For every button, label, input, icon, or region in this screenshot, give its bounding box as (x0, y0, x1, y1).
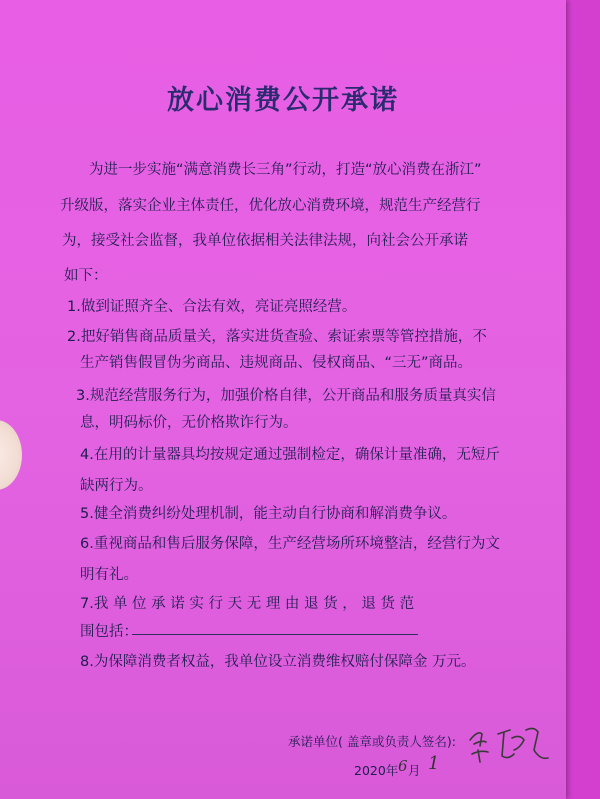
background-paper-edge (560, 0, 600, 799)
commitment-item: 生产销售假冒伪劣商品、违规商品、侵权商品、“三无”商品。 (80, 355, 473, 371)
commitment-item: 明有礼。 (80, 567, 138, 583)
commitment-item: 缺两行为。 (80, 478, 153, 494)
commitment-item: 2.把好销售商品质量关，落实进货查验、索证索票等管控措施，不 (67, 329, 487, 345)
commitment-item: 3.规范经营服务行为，加强价格自律，公开商品和服务质量真实信 (76, 388, 496, 404)
date-month-label: 月 (408, 763, 421, 778)
commitment-item: 围包括： (80, 624, 138, 640)
intro-line: 为，接受社会监督，我单位依据相关法律法规，向社会公开承诺 (62, 233, 468, 249)
signature-label: 承诺单位( 盖章或负责人签名): (288, 734, 456, 749)
intro-line: 升级版，落实企业主体责任，优化放心消费环境，规范生产经营行 (60, 198, 481, 214)
commitment-item: 7.我 单 位 承 诺 实 行 天 无 理 由 退 货 ， 退 货 范 (80, 596, 415, 612)
commitment-item: 5.健全消费纠纷处理机制，能主动自行协商和解消费争议。 (80, 506, 457, 522)
commitment-item: 6.重视商品和售后服务保障，生产经营场所环境整洁，经营行为文 (80, 536, 500, 552)
commitment-item: 息，明码标价，无价格欺诈行为。 (80, 415, 298, 431)
commitment-item: 4.在用的计量器具均按规定通过强制检定，确保计量准确，无短斤 (80, 447, 500, 463)
date-year: 2020年 (354, 763, 399, 778)
commitment-item: 1.做到证照齐全、合法有效，亮证亮照经营。 (67, 299, 357, 315)
commitment-item: 8.为保障消费者权益，我单位设立消费维权赔付保障金 万元。 (80, 654, 476, 670)
handwritten-signature (464, 720, 552, 774)
intro-line: 为进一步实施“满意消费长三角”行动，打造“放心消费在浙江” (89, 162, 482, 178)
date-month-handwritten: 6 (398, 757, 408, 775)
intro-line: 如下： (64, 268, 108, 284)
date-day-handwritten: 1 (428, 753, 440, 774)
fill-in-blank-line (132, 634, 418, 635)
document-title: 放心消费公开承诺 (167, 85, 399, 116)
